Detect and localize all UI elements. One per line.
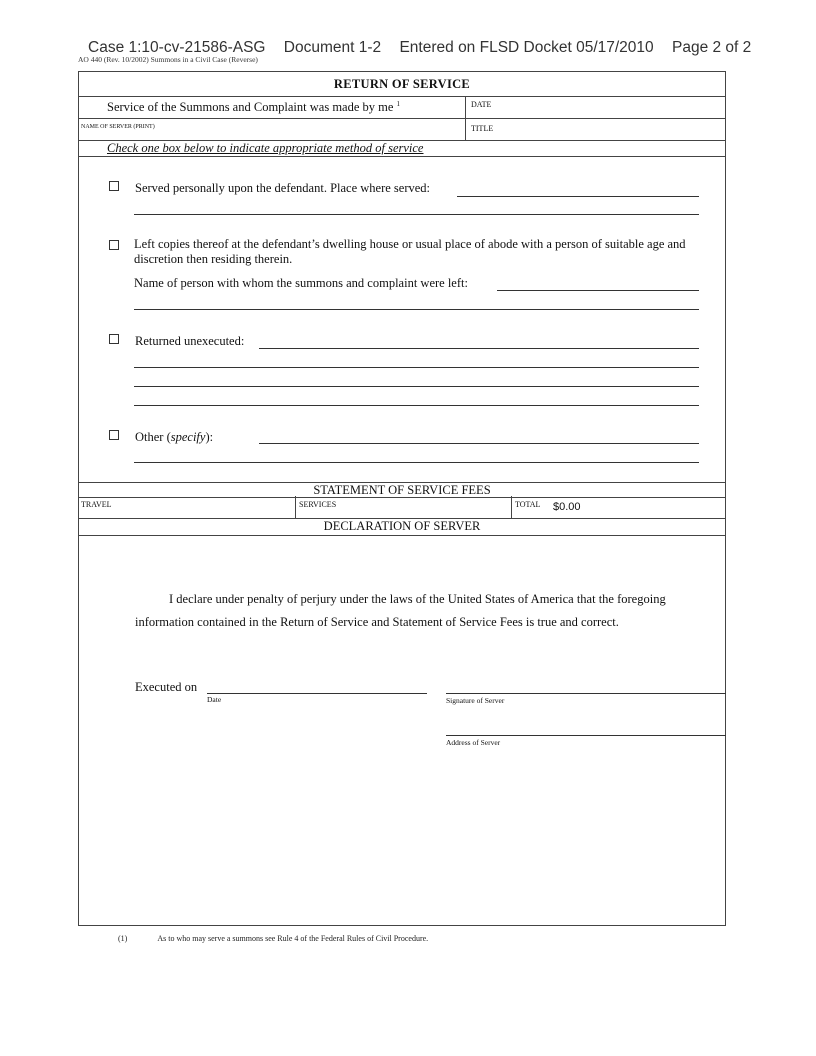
checkbox[interactable] xyxy=(109,181,119,191)
check-instruction-row xyxy=(79,140,725,157)
left-copies-name-line[interactable] xyxy=(497,290,699,291)
document-number: Document 1-2 xyxy=(283,39,382,56)
other-line-2[interactable] xyxy=(134,462,699,463)
fees-row xyxy=(79,496,725,519)
left-copies-name-line-2[interactable] xyxy=(134,309,699,310)
return-of-service-title: RETURN OF SERVICE xyxy=(79,72,725,97)
server-name-label: NAME OF SERVER (PRINT) xyxy=(81,124,155,130)
date-label: DATE xyxy=(471,100,492,109)
declaration-title: DECLARATION OF SERVER xyxy=(323,519,481,533)
date-caption: Date xyxy=(207,695,222,704)
other-line-1[interactable] xyxy=(259,443,699,444)
title-label: TITLE xyxy=(471,124,494,133)
place-served-line-2[interactable] xyxy=(134,214,699,215)
left-copies-name-label: Name of person with whom the summons and complaint were left: xyxy=(134,276,468,290)
divider xyxy=(465,96,466,118)
executed-on-label: Executed on xyxy=(135,680,198,694)
option-returned-unexecuted: Returned unexecuted: xyxy=(109,334,244,349)
form-id: AO 440 (Rev. 10/2002) Summons in a Civil Case (Reverse) xyxy=(78,55,258,64)
checkbox[interactable] xyxy=(109,430,119,440)
divider xyxy=(295,496,296,518)
option-other: Other (specify): xyxy=(109,430,213,445)
divider xyxy=(511,496,512,518)
date-line[interactable] xyxy=(207,693,427,694)
service-made-row xyxy=(79,96,725,119)
page-number: Page 2 of 2 xyxy=(671,39,752,56)
declaration-title-row xyxy=(79,518,725,536)
returned-line-1[interactable] xyxy=(259,348,699,349)
option-served-personally: Served personally upon the defendant. Place where served: xyxy=(109,181,430,196)
travel-label: TRAVEL xyxy=(81,500,112,509)
return-of-service-form xyxy=(78,71,726,926)
footnote xyxy=(118,934,428,943)
footnote-marker: (1) xyxy=(118,934,128,943)
divider xyxy=(465,118,466,140)
place-served-line[interactable] xyxy=(457,196,699,197)
services-label: SERVICES xyxy=(299,500,337,509)
option-left-copies: Left copies thereof at the defendant’s dwelling house or usual place of abode with a person of suitable age and discretion then residing therein. xyxy=(109,237,699,267)
returned-line-3[interactable] xyxy=(134,386,699,387)
footnote-text: As to who may serve a summons see Rule 4 of the Federal Rules of Civil Procedure. xyxy=(157,934,429,943)
checkbox[interactable] xyxy=(109,240,119,250)
fees-title: STATEMENT OF SERVICE FEES xyxy=(313,483,491,497)
returned-line-4[interactable] xyxy=(134,405,699,406)
case-number: Case 1:10-cv-21586-ASG xyxy=(88,39,266,56)
docket-entry: Entered on FLSD Docket 05/17/2010 xyxy=(399,39,654,56)
signature-caption: Signature of Server xyxy=(446,696,505,705)
check-instruction: Check one box below to indicate appropriate method of service xyxy=(107,141,424,155)
signature-line[interactable] xyxy=(446,693,726,694)
returned-line-2[interactable] xyxy=(134,367,699,368)
total-label: TOTAL xyxy=(515,500,541,509)
declaration-text: I declare under penalty of perjury under the laws of the United States of America that the foregoing information contained in the Return of Service and Statement of Service Fees is true and correct. xyxy=(135,592,666,629)
service-made-text: Service of the Summons and Complaint was made by me $^1$ xyxy=(107,100,401,115)
checkbox[interactable] xyxy=(109,334,119,344)
server-name-row xyxy=(79,118,725,141)
address-caption: Address of Server xyxy=(446,738,501,747)
address-line[interactable] xyxy=(446,735,726,736)
total-value: $0.00 xyxy=(553,501,581,513)
